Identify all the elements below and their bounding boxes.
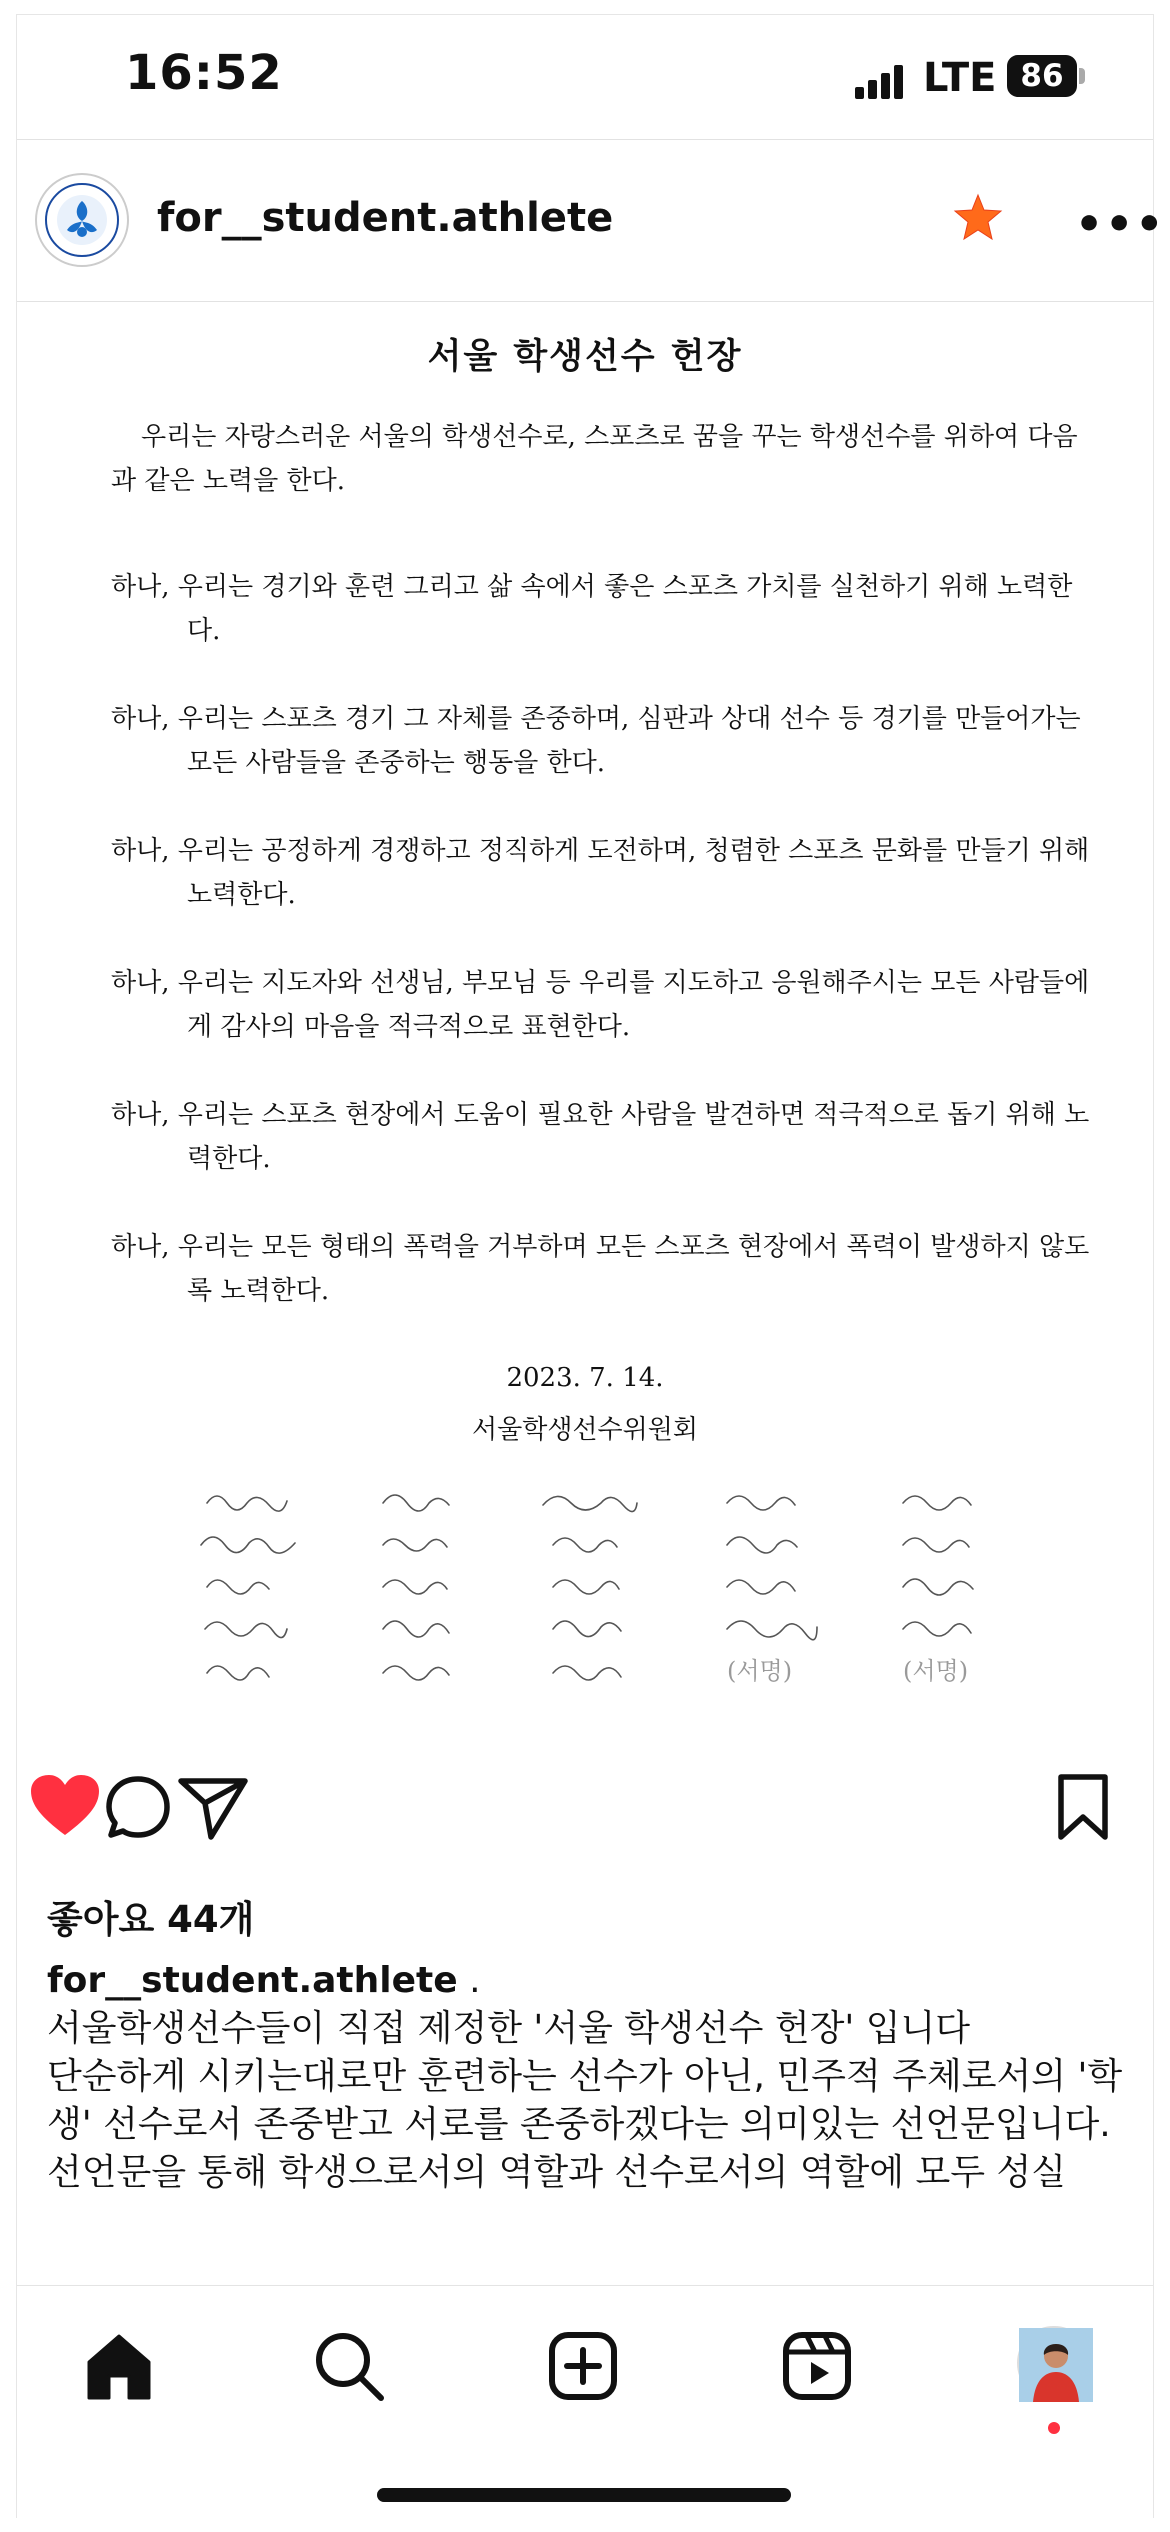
caption-line: 단순하게 시키는대로만 훈련하는 선수가 아닌, 민주적 주체로서의 '학생' 선수로서 존중받고 서로를 존중하겠다는 의미있는 선언문입니다. [47,2056,1123,2145]
signature-placeholder: (서명) [903,1657,969,1685]
share-icon[interactable] [177,1775,249,1845]
status-time: 16:52 [125,45,283,101]
battery-icon [1007,55,1085,97]
profile-avatar[interactable] [1017,2326,1091,2400]
signature-mark [553,1580,619,1594]
signature-mark [727,1621,817,1640]
home-icon[interactable] [83,2330,155,2406]
signature-mark [207,1580,269,1594]
bottom-nav [17,2285,1153,2520]
post-caption: for__student.athlete . 서울학생선수들이 직접 제정한 '서울 학생선수 헌장' 입니다 단순하게 시키는대로만 훈련하는 선수가 아닌, 민주적 주체로서의 '학생' 선수로서 존중받고 서로를 존중하겠다는 의미있는 선언문입니다. 선언문을 통해 학생으로서의 역할과 선수로서의 역할에 모두 성실 [47,1957,1127,2197]
notification-dot [1048,2422,1060,2434]
heart-icon[interactable] [29,1773,101,1843]
post-header [17,141,1166,301]
doc-pledge: 하나, 우리는 스포츠 경기 그 자체를 존중하며, 심판과 상대 선수 등 경기를 만들어가는 모든 사람들을 존중하는 행동을 한다. [111,704,1081,778]
signal-icon [855,65,915,99]
signature-mark [383,1621,449,1637]
signature-mark [553,1538,617,1552]
post-username[interactable]: for__student.athlete [157,195,614,241]
status-bar [17,15,1153,139]
post-image[interactable] [17,303,1153,1753]
battery-level: 86 [1007,55,1077,97]
create-icon[interactable] [547,2330,619,2406]
doc-pledge: 하나, 우리는 경기와 훈련 그리고 삶 속에서 좋은 스포츠 가치를 실천하기 위해 노력한다. [111,572,1073,646]
more-options-icon[interactable]: ••• [1075,199,1166,250]
comment-icon[interactable] [103,1773,173,1847]
divider [17,301,1153,302]
home-indicator [377,2488,791,2502]
bookmark-icon[interactable] [1053,1773,1113,1845]
signature-grid [187,1483,1047,1723]
reels-icon[interactable] [781,2330,853,2406]
signature-mark [201,1537,295,1553]
doc-pledge: 하나, 우리는 공정하게 경쟁하고 정직하게 도전하며, 청렴한 스포츠 문화를 만들기 위해 노력한다. [111,836,1090,910]
like-count[interactable]: 좋아요 44개 [47,1898,255,1941]
account-avatar[interactable] [35,173,129,267]
signature-mark [383,1539,447,1551]
doc-date: 2023. 7. 14. [506,1363,664,1393]
signature-mark [553,1621,621,1637]
signature-mark [727,1580,795,1594]
signature-mark [903,1538,969,1552]
signature-mark [553,1666,621,1680]
network-label: LTE [923,55,997,101]
signature-mark [383,1580,447,1594]
search-icon[interactable] [313,2330,385,2406]
doc-pledge: 하나, 우리는 스포츠 현장에서 도움이 필요한 사람을 발견하면 적극적으로 돕기 위해 노력한다. [111,1100,1090,1174]
caption-line: 선언문을 통해 학생으로서의 역할과 선수로서의 역할에 모두 성실 [47,2152,1067,2193]
signature-mark [903,1579,973,1595]
signature-mark [727,1496,795,1510]
doc-pledge: 하나, 우리는 모든 형태의 폭력을 거부하며 모든 스포츠 현장에서 폭력이 발생하지 않도록 노력한다. [111,1232,1090,1306]
signature-mark [903,1622,971,1636]
doc-pledge: 하나, 우리는 지도자와 선생님, 부모님 등 우리를 지도하고 응원해주시는 모든 사람들에게 감사의 마음을 적극적으로 표현한다. [111,968,1090,1042]
favorite-star-icon[interactable] [953,193,1003,245]
caption-username[interactable]: for__student.athlete [47,1960,458,2001]
org-logo-icon [37,175,127,265]
signature-mark [383,1495,449,1511]
signature-mark [205,1622,287,1638]
doc-intro: 우리는 자랑스러운 서울의 학생선수로, 스포츠로 꿈을 꾸는 학생선수를 위하여 다음과 같은 노력을 한다. [111,422,1078,496]
signature-mark [903,1496,971,1510]
signature-placeholder: (서명) [727,1657,793,1685]
signature-mark [727,1537,797,1553]
signature-mark [383,1666,449,1680]
caption-line: 서울학생선수들이 직접 제정한 '서울 학생선수 헌장' 입니다 [47,2008,971,2049]
divider [17,139,1153,140]
doc-title: 서울 학생선수 헌장 [427,336,743,377]
signature-mark [207,1666,269,1680]
doc-committee: 서울학생선수위원회 [471,1415,699,1445]
app-frame [16,14,1166,2518]
signature-mark [543,1496,637,1511]
post-actions [17,1765,1153,1875]
signature-mark [207,1496,287,1511]
